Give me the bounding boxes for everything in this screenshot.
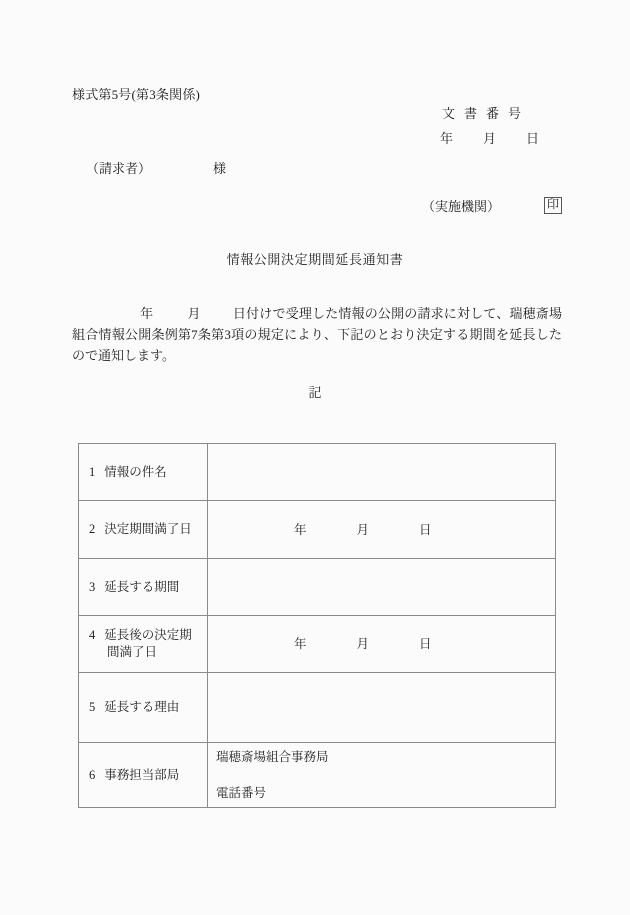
row-index: 5 bbox=[89, 700, 96, 714]
document-date-year: 年 bbox=[440, 131, 454, 146]
row-index: 6 bbox=[89, 767, 96, 782]
body-date-month: 月 bbox=[187, 306, 201, 321]
row-label-text-line2: 間満了日 bbox=[107, 645, 158, 659]
addressee-requester-label: （請求者） bbox=[86, 161, 152, 176]
row-label-text: 情報の件名 bbox=[104, 464, 167, 479]
telephone-label: 電話番号 bbox=[216, 786, 267, 800]
date-year: 年 bbox=[294, 522, 307, 537]
table-row bbox=[79, 616, 556, 673]
seal-icon: 印 bbox=[544, 197, 562, 214]
row-index: 2 bbox=[89, 522, 96, 536]
date-field bbox=[216, 637, 432, 651]
body-text-main: 日付けで受理した情報の公開の請求に対して、瑞穂斎場組合情報公開条例第7条第3項の規定により、下記のとおり決定する期間を延長したので通知します。 bbox=[72, 306, 562, 363]
row-value-extended-deadline[interactable] bbox=[208, 616, 556, 673]
row-value-extension-period[interactable] bbox=[208, 559, 556, 616]
addressee-honorific: 様 bbox=[213, 161, 227, 176]
document-date-line bbox=[440, 128, 560, 147]
row-value-extension-reason[interactable] bbox=[208, 673, 556, 743]
body-paragraph bbox=[72, 303, 562, 366]
row-label-text: 事務担当部局 bbox=[104, 767, 180, 782]
document-meta-block bbox=[440, 103, 560, 147]
row-label-text: 延長する理由 bbox=[104, 700, 180, 714]
table-row bbox=[79, 743, 556, 808]
row-label-responsible-department bbox=[79, 743, 208, 808]
addressee-line bbox=[86, 158, 226, 177]
row-index: 4 bbox=[89, 628, 96, 642]
date-month: 月 bbox=[356, 637, 370, 651]
issuer-line bbox=[422, 196, 562, 215]
table-row bbox=[79, 501, 556, 559]
body-date-year: 年 bbox=[140, 306, 154, 321]
row-label-text: 延長後の決定期 bbox=[104, 628, 192, 642]
row-label-text: 延長する期間 bbox=[104, 579, 180, 594]
document-date-day: 日 bbox=[526, 131, 540, 146]
date-month: 月 bbox=[356, 522, 370, 537]
row-label-extended-deadline bbox=[79, 616, 208, 673]
row-label-decision-deadline bbox=[79, 501, 208, 559]
notice-details-table bbox=[78, 443, 556, 808]
row-value-decision-deadline[interactable] bbox=[208, 501, 556, 559]
date-day: 日 bbox=[419, 522, 432, 537]
date-field bbox=[216, 523, 432, 537]
table-row bbox=[79, 673, 556, 743]
issuing-organ-label: （実施機関） bbox=[422, 199, 501, 214]
document-number-label: 文書番号 bbox=[442, 106, 531, 121]
row-index: 3 bbox=[89, 579, 96, 594]
form-number: 様式第5号(第3条関係) bbox=[72, 87, 201, 102]
table-row bbox=[79, 444, 556, 501]
row-label-text: 決定期間満了日 bbox=[104, 522, 192, 536]
row-value-responsible-department[interactable] bbox=[208, 743, 556, 808]
organization-name: 瑞穂斎場組合事務局 bbox=[216, 750, 329, 764]
row-value-information-title[interactable] bbox=[208, 444, 556, 501]
document-date-month: 月 bbox=[483, 131, 497, 146]
row-label-extension-period bbox=[79, 559, 208, 616]
ki-marker: 記 bbox=[308, 385, 322, 400]
date-day: 日 bbox=[419, 637, 432, 651]
row-index: 1 bbox=[89, 464, 96, 479]
row-label-extension-reason bbox=[79, 673, 208, 743]
row-label-information-title bbox=[79, 444, 208, 501]
page-title: 情報公開決定期間延長通知書 bbox=[226, 252, 404, 267]
date-year: 年 bbox=[294, 637, 307, 651]
table-row bbox=[79, 559, 556, 616]
